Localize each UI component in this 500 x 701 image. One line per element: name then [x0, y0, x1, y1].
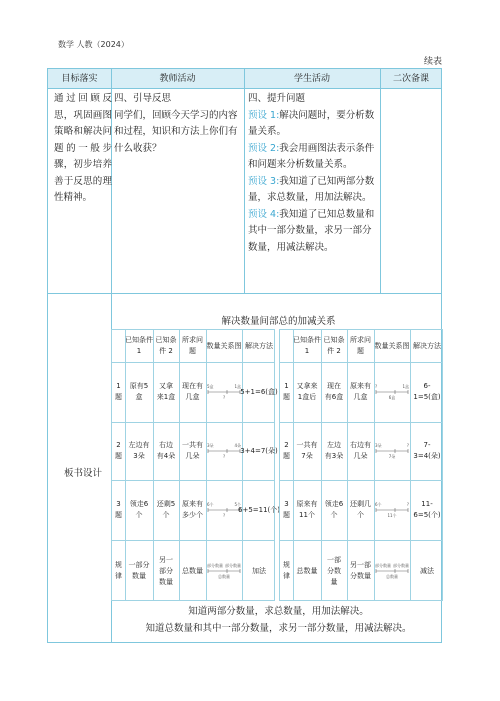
part-label: 3朵: [375, 443, 382, 448]
board-cell: 现在有几盒: [182, 382, 203, 401]
relation-diagram: [206, 480, 242, 540]
divider: [48, 293, 441, 294]
board-cell: 总数量: [182, 566, 203, 575]
divider: [244, 69, 245, 293]
board-cell: 还剩几个: [350, 500, 371, 519]
board-cell: 现在有6盒: [324, 382, 344, 401]
relation-diagram: [206, 362, 242, 422]
relation-diagram: [374, 540, 410, 602]
solution: 6+5=11(个): [238, 505, 281, 514]
solution: 3+4=7(朵): [240, 446, 278, 455]
board-cell: 总数量: [296, 566, 318, 575]
divider: [380, 69, 381, 293]
board-col-header: 已知条件 1: [125, 336, 153, 355]
board-cell: 原来有几盒: [350, 382, 371, 401]
part-label: ?: [375, 384, 378, 389]
segment-diagram: [375, 563, 409, 579]
total-label: 7朵: [388, 454, 396, 459]
total-label: 11个: [387, 513, 397, 518]
solution: 7-3=4(朵): [413, 441, 441, 460]
row-number: 规律: [115, 561, 122, 580]
part-label: ?: [406, 502, 409, 507]
segment-diagram: [207, 502, 241, 518]
item-text: 我知道了已知总数量和其中一部分数量，求另一部分数量，用减法解决。: [248, 208, 375, 253]
part-label: 部分数量: [375, 563, 391, 568]
part-label: 部分数量: [393, 563, 409, 568]
col-goal-header: 目标落实: [61, 74, 98, 84]
part-label: 4朵: [234, 443, 241, 448]
board-cell: 左边有3朵: [128, 441, 150, 460]
board-cell: 原来有多少个: [182, 500, 203, 519]
addition-table: [111, 329, 281, 601]
relation-diagram: [206, 422, 242, 480]
row-number: 2题: [283, 441, 290, 460]
part-label: 6个: [375, 502, 382, 507]
board-cell: 又拿来1盒后: [296, 382, 318, 401]
part-label: 6个: [207, 502, 214, 507]
relation-diagram: [374, 480, 410, 540]
part-label: 1盒: [234, 384, 241, 389]
lesson-table: [47, 68, 442, 643]
student-item: [248, 174, 380, 207]
board-cell: 领走6个: [129, 500, 149, 519]
board-cell: 另一部分数量: [159, 555, 173, 586]
board-cell: 还剩5个: [156, 500, 176, 519]
board-cell: 一共有几朵: [182, 441, 203, 460]
teacher-body: 同学们，回顾今天学习的内容和过程，知识和方法上你们有什么收获？: [114, 109, 238, 154]
item-text: 解决问题时，要分析数量关系。: [248, 109, 375, 137]
row-number: 规律: [283, 561, 290, 580]
segment-diagram: [207, 443, 241, 459]
board-cell: 领走6个: [324, 500, 344, 519]
board-col-header: 所求问题: [182, 336, 203, 355]
continued-label: 续表: [424, 57, 443, 67]
segment-diagram: [207, 563, 241, 579]
segment-diagram: [207, 384, 241, 400]
board-cell: 原有5盒: [129, 382, 149, 401]
board-title: 解决数量间部总的加减关系: [221, 316, 336, 327]
part-label: 5盒: [207, 384, 214, 389]
student-title: 四、提升问题: [248, 93, 306, 104]
board-col-header: 已知条件 1: [293, 336, 321, 355]
board-col-header: 解决方法: [413, 341, 441, 350]
total-label: 总数量: [218, 574, 230, 579]
col-teacher-header: 教师活动: [159, 74, 196, 84]
board-cell: 左边有3朵: [324, 441, 344, 460]
total-label: 总数量: [386, 574, 398, 579]
segment-diagram: [375, 443, 409, 459]
board-cell: 原来有11个: [296, 500, 318, 519]
row-number: 1题: [283, 382, 290, 401]
page-header: 数学 人教（2024）: [58, 40, 129, 49]
solution: 11-6=5(个): [413, 500, 441, 519]
segment-diagram: [375, 502, 409, 518]
board-cell: 又拿来1盒: [156, 382, 176, 401]
item-tag: 预设 3:: [248, 175, 280, 187]
item-tag: 预设 4:: [248, 208, 280, 220]
board-cell: 一部分数量: [128, 561, 150, 580]
goal-text: 通过回顾反思，巩固画图策略和解决问题的一般步骤，初步培养善于反思的理性精神。: [54, 93, 112, 203]
teacher-activity: [114, 91, 242, 157]
total-label: ?: [222, 513, 226, 518]
col-student-header: 学生活动: [293, 74, 330, 84]
board-cell: 另一部分数量: [350, 561, 371, 580]
part-label: 3朵: [207, 443, 214, 448]
board-cell: 右边有4朵: [156, 441, 176, 460]
total-label: ?: [222, 395, 226, 400]
student-item: [248, 141, 380, 174]
summary-addition: 知道两部分数量，求总数量，用加法解决。: [188, 606, 369, 617]
item-tag: 预设 1:: [248, 109, 280, 121]
row-number: 3题: [283, 500, 290, 519]
board-col-header: 所求问题: [350, 336, 371, 355]
col-revise-header: 二次备课: [392, 74, 429, 84]
row-number: 3题: [115, 500, 122, 519]
student-item: [248, 108, 380, 141]
part-label: 1盒: [402, 384, 409, 389]
row-number: 2题: [115, 441, 122, 460]
total-label: 6盒: [388, 395, 396, 400]
board-cell: 一部分数量: [327, 555, 341, 586]
board-col-header: 数量关系图: [206, 341, 242, 350]
part-label: 部分数量: [207, 563, 223, 568]
board-col-header: 数量关系图: [374, 341, 410, 350]
board-design-label: 板书设计: [63, 468, 102, 479]
row-number: 1题: [115, 382, 122, 401]
board-cell: 一共有7朵: [296, 441, 318, 460]
board-cell: 右边有几朵: [350, 441, 371, 460]
item-text: 我知道了已知两部分数量，求总数量，用加法解决。: [248, 175, 375, 203]
summary-subtraction: 知道总数量和其中一部分数量，求另一部分数量，用减法解决。: [145, 623, 412, 634]
board-col-header: [112, 330, 125, 362]
segment-diagram: [375, 384, 409, 400]
item-tag: 预设 2:: [248, 142, 280, 154]
item-text: 我会用画图法表示条件和问题来分析数量关系。: [248, 142, 375, 170]
board-col-header: [280, 330, 293, 362]
solution: 5+1=6(盒): [240, 387, 278, 396]
board-col-header: 已知条件 2: [323, 336, 345, 355]
part-label: 部分数量: [225, 563, 241, 568]
subtraction-table: [279, 329, 443, 601]
relation-diagram: [374, 422, 410, 480]
total-label: ?: [222, 454, 226, 459]
teacher-title: 四、引导反思: [114, 93, 172, 104]
solution: 6-1=5(盒): [413, 382, 441, 401]
board-col-header: 已知条件 2: [155, 336, 177, 355]
board-col-header: 解决方法: [245, 341, 273, 350]
solution: 减法: [420, 566, 434, 575]
solution: 加法: [252, 566, 266, 575]
part-label: ?: [406, 443, 409, 448]
part-label: 5个: [234, 502, 241, 507]
student-activity: [248, 91, 380, 256]
relation-diagram: [206, 540, 242, 602]
relation-diagram: [374, 362, 410, 422]
student-item: [248, 207, 380, 257]
